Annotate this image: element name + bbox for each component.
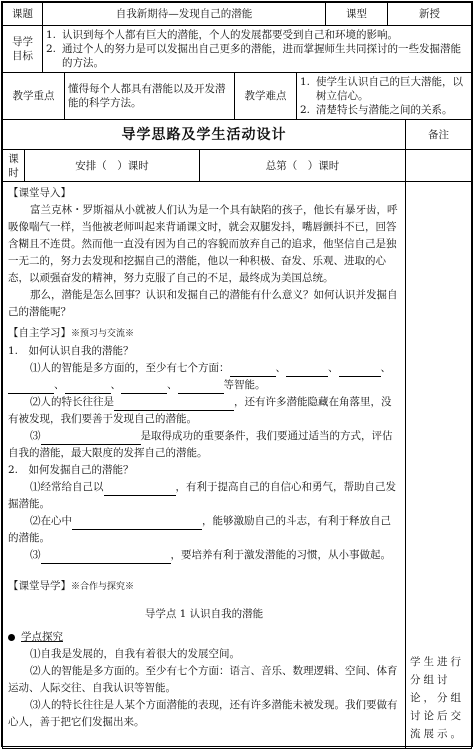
document-page <box>1 1 473 747</box>
goal-item: 1. 认识到每个人都有巨大的潜能，个人的发展都要受到自己和环境的影响。 <box>46 29 398 41</box>
difficulty-list <box>297 73 472 120</box>
goals-label: 导学目标 <box>3 26 43 73</box>
question-1: 1. 如何认识自我的潜能？ <box>8 345 134 357</box>
intro-question: 那么，潜能是怎么回事？认识和发掘自己的潜能有什么意义？如何认识并发掘自己的潜能呢？ <box>8 289 398 318</box>
main-table <box>2 119 472 749</box>
goals-table <box>2 25 472 73</box>
header-table <box>2 2 472 26</box>
notes-cell <box>406 150 472 182</box>
goals-list <box>43 26 472 73</box>
goal-item: 2. 通过个人的努力是可以发掘出自己更多的潜能，进而掌握师生共同探讨的一些发掘潜能的方法。 <box>46 43 461 69</box>
content-cell <box>3 182 406 749</box>
q1-item-c: ⑶ 是取得成功的重要条件，我们要通过适当的方式，评估自我的潜能，最大限度的发挥自己的潜能。 <box>8 430 393 459</box>
q2-item-b: ⑵在心中 ，能够激励自己的斗志，有利于释放自己的潜能。 <box>8 515 391 544</box>
total-periods: 总第（ ）课时 <box>200 150 406 182</box>
key-text: 懂得每个人都具有潜能以及开发潜能的科学方法。 <box>65 73 235 120</box>
course-title: 自我新期待—发现自己的潜能 <box>43 3 326 26</box>
period-label: 课时 <box>3 150 25 182</box>
explore-label: 学点探究 <box>21 631 63 643</box>
notes-label: 备注 <box>406 120 472 150</box>
difficulty-label: 教学难点 <box>235 73 297 120</box>
self-study-heading: 【自主学习】※预习与交流※ <box>8 327 135 339</box>
guide-heading: 【课堂导学】※合作与探究※ <box>8 580 135 592</box>
side-notes <box>406 182 472 749</box>
side-note-text: 学生进行分组讨论，分组讨论后交流展示。 <box>410 656 465 740</box>
bullet-icon <box>8 634 15 641</box>
intro-paragraph: 富兰克林・罗斯福从小就被人们认为是一个具有缺陷的孩子，他长有暴牙齿，呼吸像喘气一样，当他被老师叫起来背诵课文时，就会双腿发抖，嘴唇颤抖不已，回答含糊且不连贯。然而他一直没有因为自己的容貌而放弃自己的追求，他坚信自己是独一无二的，努力去发现和挖掘自己的潜能，他以一种积极、奋发、乐观、进取的心态，以顽强奋发的精神，努力克服了自己的不足，最终成为美国总统。 <box>8 204 398 284</box>
guide-point-title: 导学点 1 认识自我的潜能 <box>144 608 264 620</box>
focus-table <box>2 72 472 120</box>
section-title: 导学思路及学生活动设计 <box>3 120 406 150</box>
explore-item-3: ⑶人的特长往往是人某个方面潜能的表现，还有许多潜能未被发现。我们要做有心人，善于把它们发掘出来。 <box>8 699 398 728</box>
course-label: 课题 <box>3 3 43 26</box>
key-label: 教学重点 <box>3 73 65 120</box>
type-label: 课型 <box>326 3 388 26</box>
explore-item-2: ⑵人的智能是多方面的。至少有七个方面：语言、音乐、数理逻辑、空间、体育运动、人际交往、自我认识等智能。 <box>8 665 398 694</box>
q2-item-c: ⑶ ，要培养有利于激发潜能的习惯，从小事做起。 <box>8 547 400 564</box>
explore-item-1: ⑴自我是发展的，自我有着很大的发展空间。 <box>30 648 240 660</box>
difficulty-item: 1. 使学生认识自己的巨大潜能，以树立信心。 <box>300 76 463 102</box>
intro-heading: 【课堂导入】 <box>8 187 71 199</box>
q1-item-b: ⑵人的特长往往是 ，还有许多潜能隐藏在角落里，没有被发现，我们要善于发现自己的潜能。 <box>8 396 392 425</box>
q2-item-a: ⑴经常给自己以 ，有利于提高自己的自信心和勇气，帮助自己发掘潜能。 <box>8 481 396 510</box>
q1-item-a: ⑴人的智能是多方面的，至少有七个方面： 、 、 、、 、 、 等智能。 <box>8 360 400 394</box>
type-value: 新授 <box>388 3 472 26</box>
arrange-periods: 安排（ ）课时 <box>25 150 200 182</box>
difficulty-item: 2. 清楚特长与潜能之间的关系。 <box>300 104 453 116</box>
explore-row <box>8 629 400 646</box>
question-2: 2. 如何发掘自己的潜能？ <box>8 464 134 476</box>
